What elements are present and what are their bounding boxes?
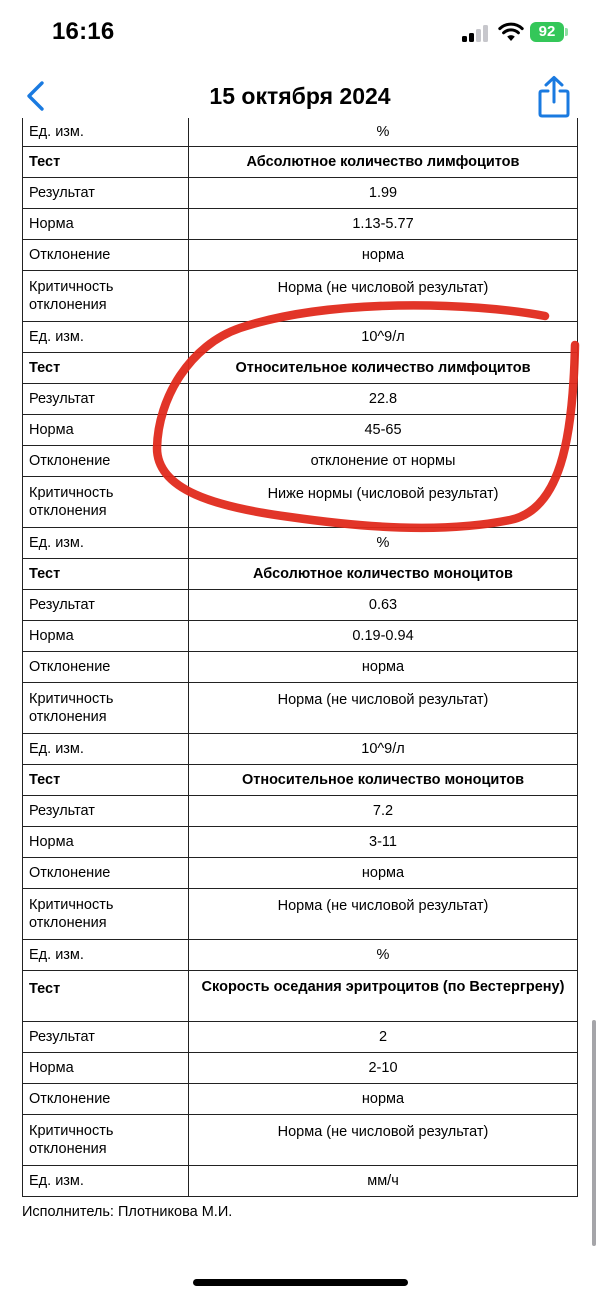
- row-value: 22.8: [189, 384, 578, 415]
- row-label: Критичность отклонения: [23, 1115, 189, 1166]
- row-value: %: [189, 940, 578, 971]
- test-header-row: [23, 765, 578, 796]
- test-label: Тест: [23, 147, 189, 178]
- table-row: [23, 621, 578, 652]
- row-label: Ед. изм.: [23, 940, 189, 971]
- row-value: норма: [189, 652, 578, 683]
- row-label: Ед. изм.: [23, 528, 189, 559]
- test-header-row: [23, 559, 578, 590]
- row-label: Результат: [23, 178, 189, 209]
- test-name: Абсолютное количество моноцитов: [189, 559, 578, 590]
- row-value: 0.63: [189, 590, 578, 621]
- test-name: Абсолютное количество лимфоцитов: [189, 147, 578, 178]
- table-row: [23, 652, 578, 683]
- row-value: 1.13-5.77: [189, 209, 578, 240]
- row-label: Отклонение: [23, 446, 189, 477]
- row-value: Норма (не числовой результат): [189, 271, 578, 322]
- row-label: Критичность отклонения: [23, 683, 189, 734]
- row-value: %: [189, 118, 578, 147]
- table-row: [23, 1022, 578, 1053]
- row-label: Ед. изм.: [23, 1166, 189, 1197]
- row-label: Ед. изм.: [23, 118, 189, 147]
- row-label: Ед. изм.: [23, 734, 189, 765]
- test-label: Тест: [23, 559, 189, 590]
- table-row: [23, 940, 578, 971]
- table-row: [23, 118, 578, 147]
- row-value: 0.19-0.94: [189, 621, 578, 652]
- row-label: Результат: [23, 796, 189, 827]
- table-row: [23, 209, 578, 240]
- row-label: Отклонение: [23, 1084, 189, 1115]
- share-icon[interactable]: [533, 74, 575, 120]
- row-label: Норма: [23, 827, 189, 858]
- row-label: Норма: [23, 415, 189, 446]
- table-row: [23, 240, 578, 271]
- scroll-indicator[interactable]: [592, 1020, 596, 1246]
- battery-level: 92: [530, 22, 564, 42]
- row-label: Результат: [23, 590, 189, 621]
- row-value: Норма (не числовой результат): [189, 1115, 578, 1166]
- row-value: 2-10: [189, 1053, 578, 1084]
- table-row: [23, 827, 578, 858]
- home-indicator[interactable]: [193, 1279, 408, 1286]
- performer-text: Исполнитель: Плотникова М.И.: [22, 1204, 233, 1220]
- row-label: Отклонение: [23, 858, 189, 889]
- page-title: 15 октября 2024: [209, 83, 391, 109]
- results-table: [22, 118, 578, 1197]
- row-value: норма: [189, 240, 578, 271]
- test-label: Тест: [23, 765, 189, 796]
- row-label: Критичность отклонения: [23, 889, 189, 940]
- row-label: Ед. изм.: [23, 322, 189, 353]
- row-value: 2: [189, 1022, 578, 1053]
- row-label: Норма: [23, 1053, 189, 1084]
- table-row: [23, 590, 578, 621]
- row-label: Норма: [23, 209, 189, 240]
- row-value: мм/ч: [189, 1166, 578, 1197]
- table-row: [23, 734, 578, 765]
- row-label: Критичность отклонения: [23, 271, 189, 322]
- test-header-row: [23, 971, 578, 1022]
- document-view[interactable]: [0, 118, 600, 1298]
- row-value: 7.2: [189, 796, 578, 827]
- row-value: %: [189, 528, 578, 559]
- test-header-row: [23, 147, 578, 178]
- row-value: Ниже нормы (числовой результат): [189, 477, 578, 528]
- table-row: [23, 477, 578, 528]
- row-value: норма: [189, 1084, 578, 1115]
- table-row: [23, 446, 578, 477]
- battery-icon: [530, 22, 568, 42]
- table-row: [23, 1084, 578, 1115]
- row-value: норма: [189, 858, 578, 889]
- table-row: [23, 178, 578, 209]
- cellular-signal-icon: [462, 24, 490, 42]
- table-row: [23, 683, 578, 734]
- row-value: Норма (не числовой результат): [189, 683, 578, 734]
- test-name: Скорость оседания эритроцитов (по Вестергрену): [189, 971, 578, 1022]
- table-row: [23, 858, 578, 889]
- table-row: [23, 271, 578, 322]
- table-row: [23, 415, 578, 446]
- navigation-bar: [0, 64, 600, 126]
- test-name: Относительное количество моноцитов: [189, 765, 578, 796]
- row-value: 45-65: [189, 415, 578, 446]
- row-value: отклонение от нормы: [189, 446, 578, 477]
- row-label: Критичность отклонения: [23, 477, 189, 528]
- table-row: [23, 1053, 578, 1084]
- table-row: [23, 1166, 578, 1197]
- row-value: Норма (не числовой результат): [189, 889, 578, 940]
- table-row: [23, 384, 578, 415]
- table-row: [23, 528, 578, 559]
- test-label: Тест: [23, 971, 189, 1022]
- row-label: Отклонение: [23, 240, 189, 271]
- table-row: [23, 322, 578, 353]
- table-row: [23, 889, 578, 940]
- row-value: 1.99: [189, 178, 578, 209]
- row-label: Результат: [23, 1022, 189, 1053]
- test-label: Тест: [23, 353, 189, 384]
- table-row: [23, 796, 578, 827]
- table-row: [23, 1115, 578, 1166]
- row-value: 10^9/л: [189, 322, 578, 353]
- status-bar: [0, 0, 600, 64]
- row-label: Отклонение: [23, 652, 189, 683]
- row-value: 3-11: [189, 827, 578, 858]
- wifi-icon: [498, 22, 524, 42]
- test-header-row: [23, 353, 578, 384]
- row-value: 10^9/л: [189, 734, 578, 765]
- row-label: Норма: [23, 621, 189, 652]
- row-label: Результат: [23, 384, 189, 415]
- status-time: 16:16: [52, 18, 115, 45]
- test-name: Относительное количество лимфоцитов: [189, 353, 578, 384]
